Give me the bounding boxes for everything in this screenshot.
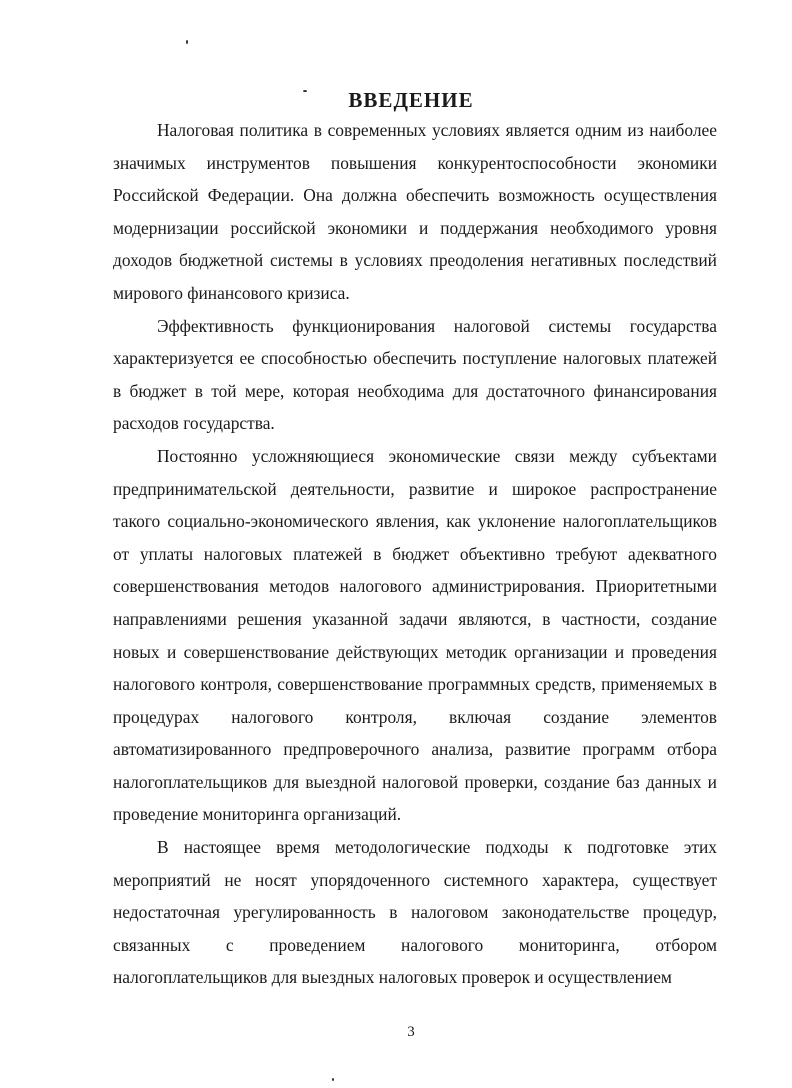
page-title: ВВЕДЕНИЕ bbox=[348, 88, 474, 113]
paragraph: Постоянно усложняющиеся экономические связи между субъектами предпринимательской деятельности, развитие и широкое распространение такого социально-экономического явления, как уклонение налогоплательщиков от уплаты налоговых платежей в бюджет объективно требуют адекватного совершенствования методов налогового администрирования. Приоритетными направлениями решения указанной задачи являются, в частности, создание новых и совершенствование действующих методик организации и проведения налогового контроля, совершенствование программных средств, применяемых в процедурах налогового контроля, включая создание элементов автоматизированного предпроверочного анализа, развитие программ отбора налогоплательщиков для выездной налоговой проверки, создание баз данных и проведение мониторинга организаций. bbox=[113, 445, 717, 825]
paragraph: Налоговая политика в современных условиях является одним из наиболее значимых инструментов повышения конкурентоспособности экономики Российской Федерации. Она должна обеспечить возможность осуществления модернизации российской экономики и поддержания необходимого уровня доходов бюджетной системы в условиях преодоления негативных последствий мирового финансового кризиса. bbox=[113, 120, 717, 303]
scan-speck bbox=[332, 1078, 334, 1081]
paragraph: Эффективность функционирования налоговой системы государства характеризуется ее способностью обеспечить поступление налоговых платежей в бюджет в той мере, которая необходима для достаточного финансирования расходов государства. bbox=[113, 315, 717, 434]
paragraph: В настоящее время методологические подходы к подготовке этих мероприятий не носят упорядоченного системного характера, существует недостаточная урегулированность в налоговом законодательстве процедур, связанных с проведением налогового мониторинга, отбором налогоплательщиков для выездных налоговых проверок и осуществлением bbox=[113, 837, 717, 988]
scan-speck bbox=[186, 40, 188, 44]
page-number: 3 bbox=[407, 1024, 415, 1040]
document-body bbox=[113, 114, 717, 994]
